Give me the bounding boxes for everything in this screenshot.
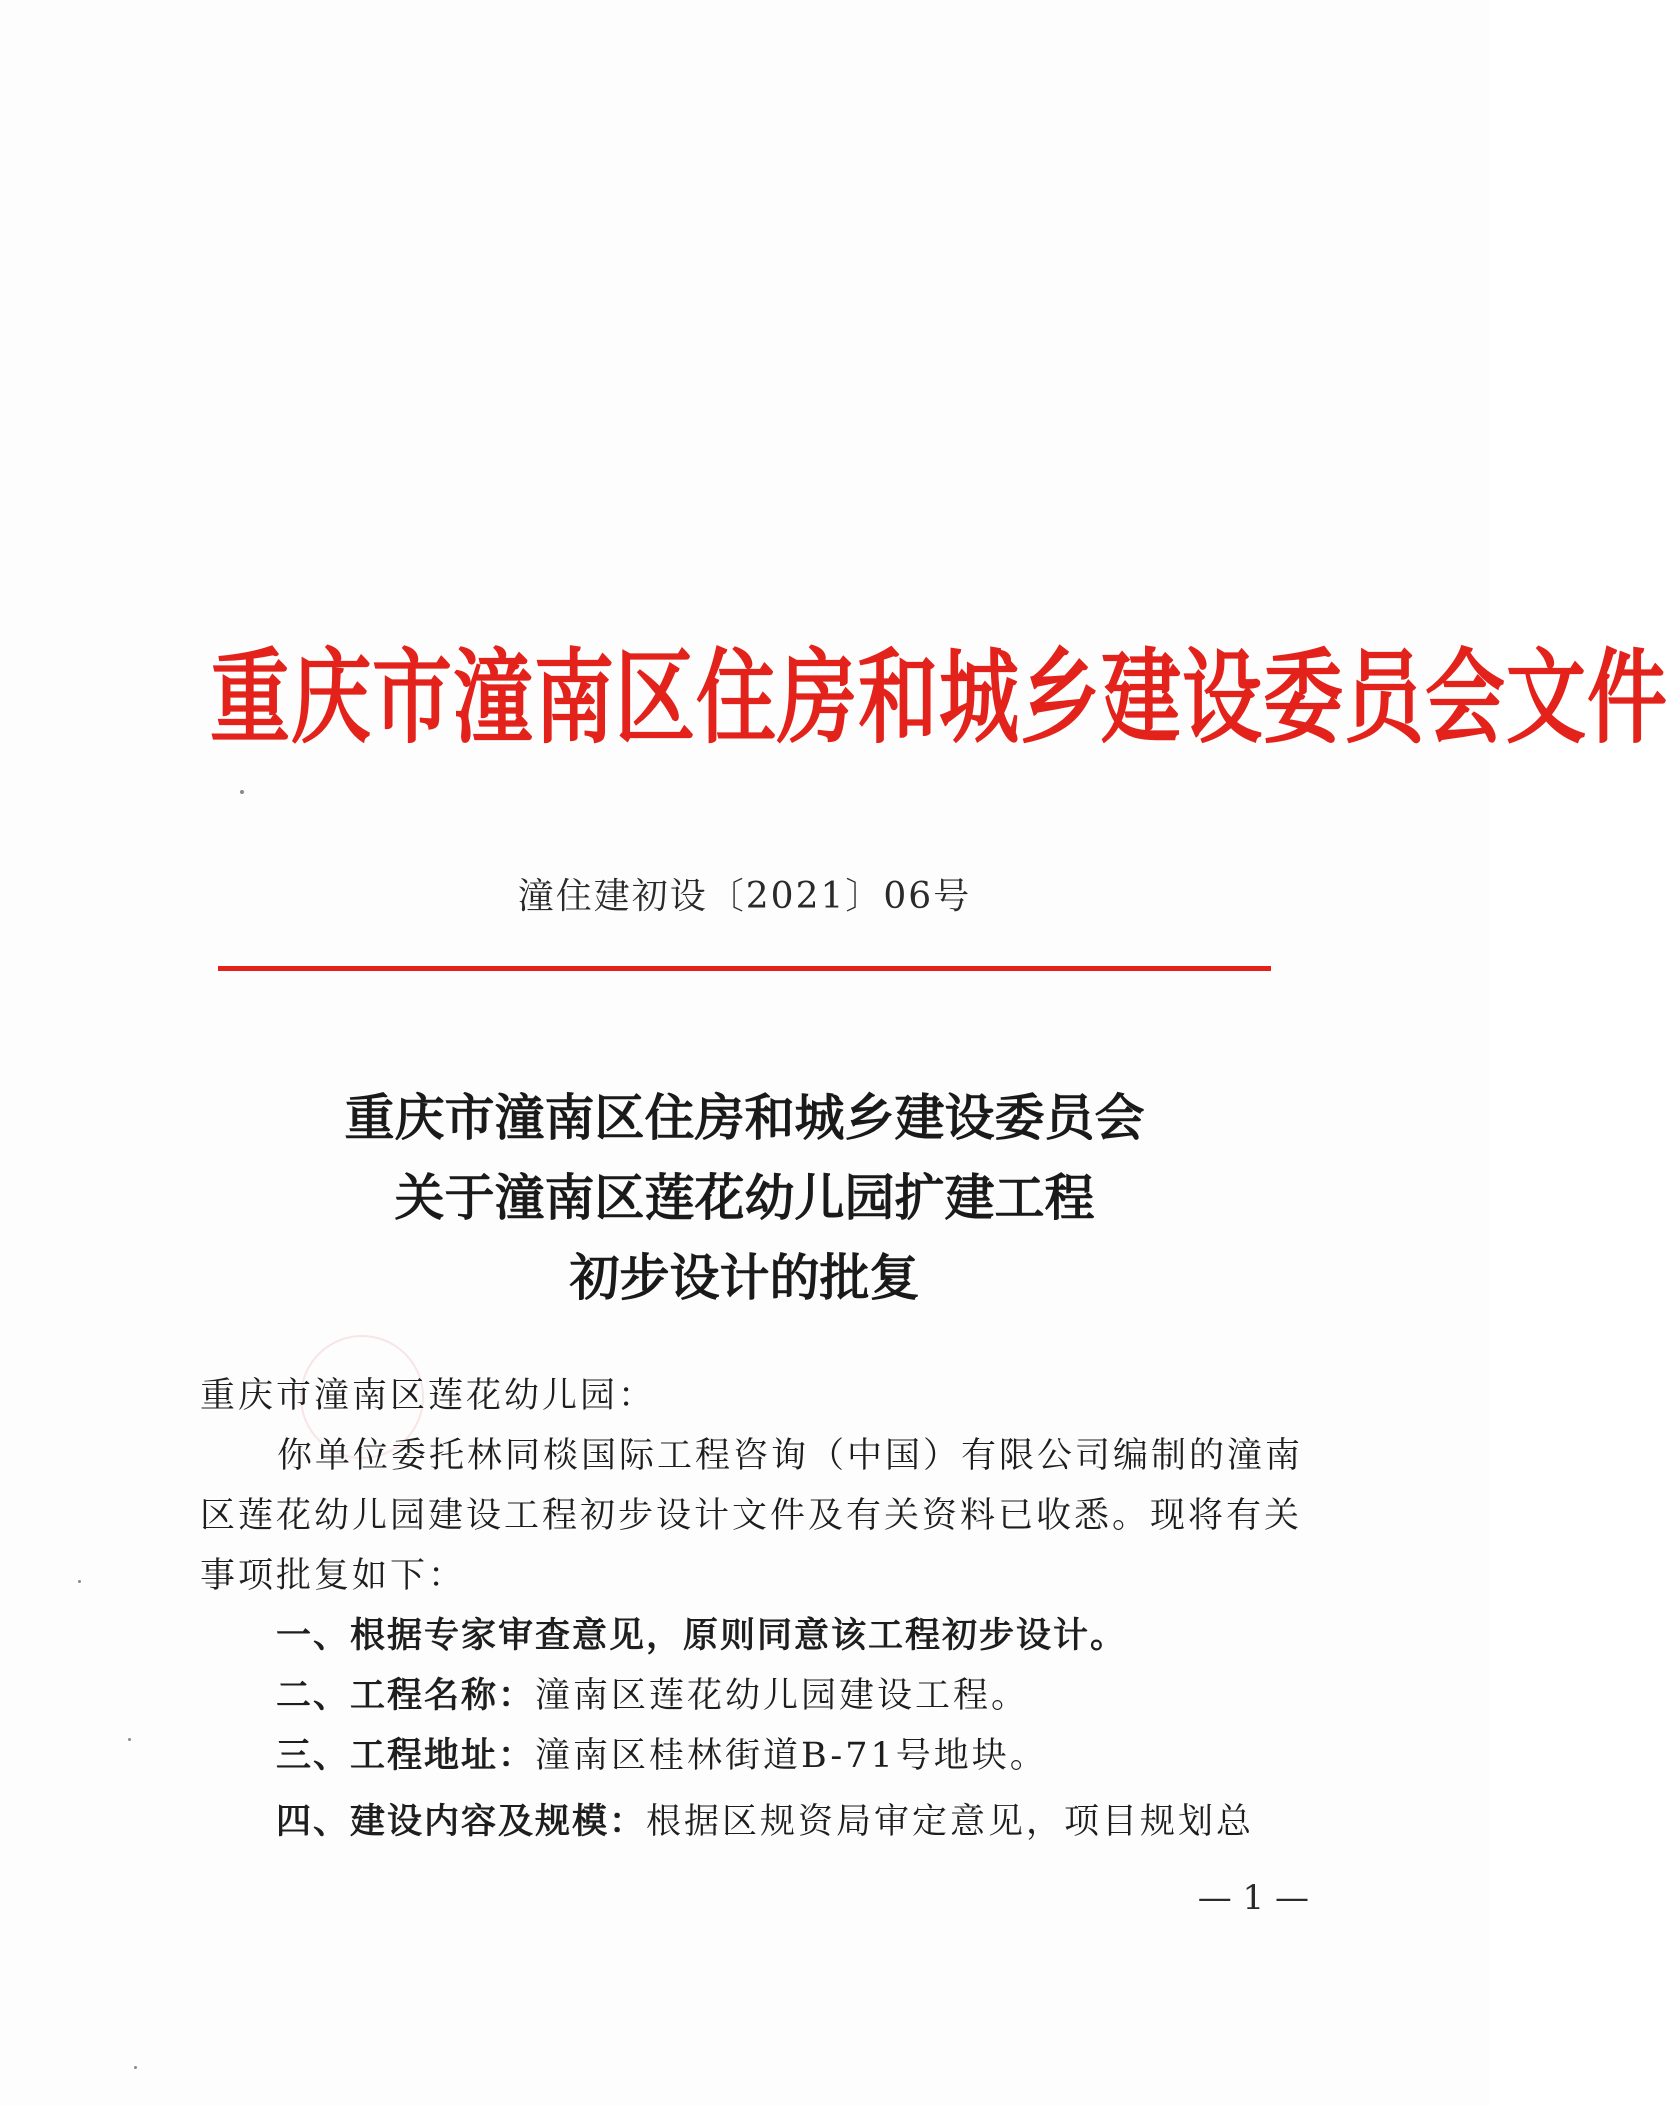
subject-line-1: 重庆市潼南区住房和城乡建设委员会 — [344, 1088, 1145, 1147]
item-1-text: 一、根据专家审查意见，原则同意该工程初步设计。 — [276, 1616, 1128, 1656]
item-2-lead: 二、工程名称： — [276, 1676, 536, 1716]
item-4-lead: 四、建设内容及规模： — [276, 1802, 647, 1842]
agency-title: 重庆市潼南区住房和城乡建设委员会文件 — [210, 638, 1668, 758]
subject-line-3: 初步设计的批复 — [569, 1248, 920, 1307]
document-body — [200, 1366, 1310, 1852]
item-1 — [200, 1606, 1310, 1666]
item-3-lead: 三、工程地址： — [276, 1736, 536, 1776]
scan-speck — [134, 2066, 137, 2069]
item-3-text: 潼南区桂林街道B-71号地块。 — [535, 1736, 1048, 1776]
item-3 — [200, 1726, 1310, 1786]
scan-speck — [78, 1580, 81, 1583]
red-divider-line — [218, 966, 1271, 971]
document-number: 潼住建初设〔2021〕06号 — [517, 876, 972, 917]
item-2 — [200, 1666, 1310, 1726]
item-4-text: 根据区规资局审定意见，项目规划总 — [646, 1802, 1255, 1842]
item-4 — [200, 1792, 1310, 1852]
page-number: — 1 — — [1197, 1878, 1309, 1918]
addressee: 重庆市潼南区莲花幼儿园： — [200, 1376, 657, 1416]
scan-speck — [128, 1738, 131, 1741]
scan-speck — [240, 790, 244, 794]
intro-paragraph: 你单位委托林同棪国际工程咨询（中国）有限公司编制的潼南区莲花幼儿园建设工程初步设计文件及有关资料已收悉。现将有关事项批复如下： — [200, 1436, 1304, 1596]
item-2-text: 潼南区莲花幼儿园建设工程。 — [535, 1676, 1030, 1716]
subject-line-2: 关于潼南区莲花幼儿园扩建工程 — [394, 1168, 1095, 1227]
document-subject — [0, 1078, 1489, 1318]
